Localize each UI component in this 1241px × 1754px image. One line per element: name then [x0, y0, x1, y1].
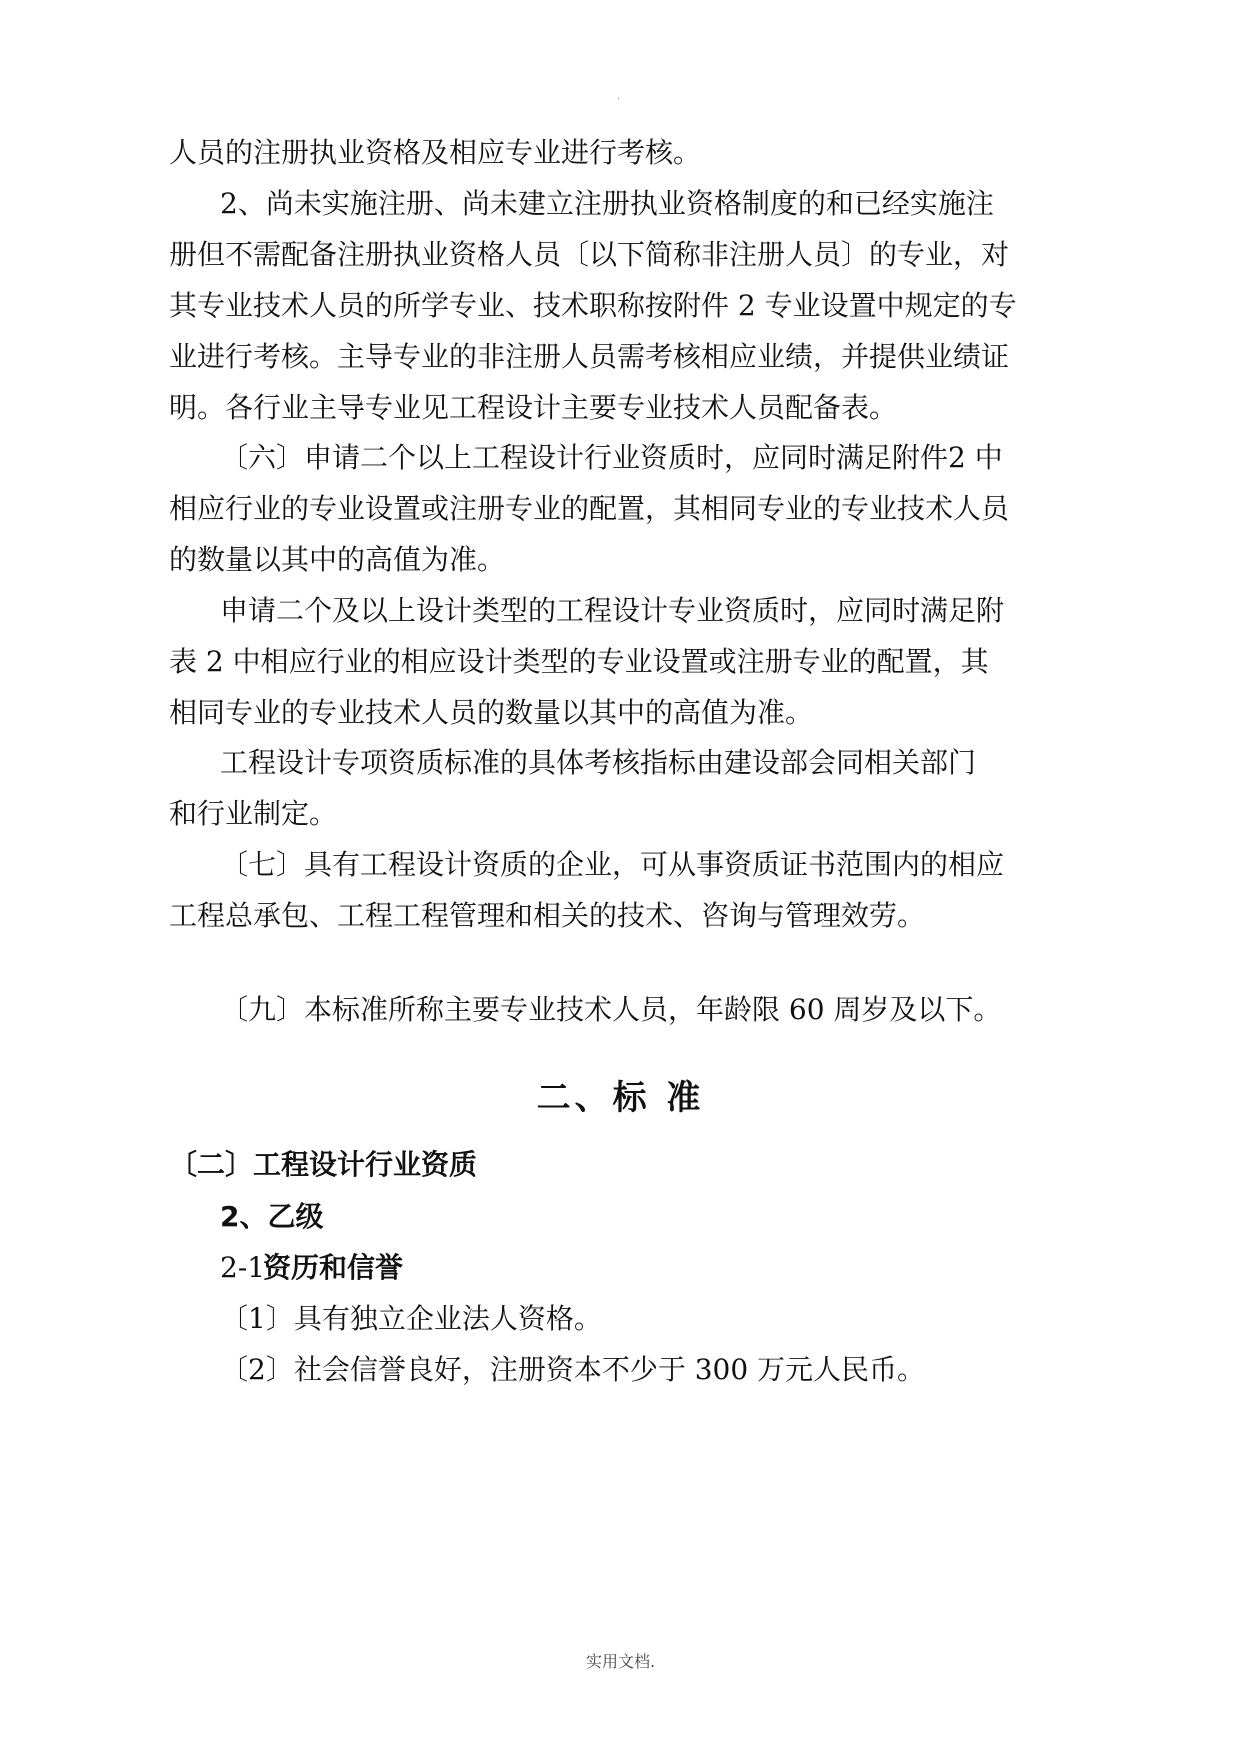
text-line: 2、尚未实施注册、尚未建立注册执业资格制度的和已经实施注	[220, 187, 994, 220]
text-line: 和行业制定。	[169, 797, 338, 830]
text-line: 人员的注册执业资格及相应专业进行考核。	[169, 136, 702, 169]
text-line: 其专业技术人员的所学专业、技术职称按附件 2 专业设置中规定的专	[169, 289, 1017, 322]
text-line: 〔六〕申请二个以上工程设计行业资质时，应同时满足附件2 中	[220, 441, 1003, 474]
text-line: 表 2 中相应行业的相应设计类型的专业设置或注册专业的配置，其	[169, 645, 989, 678]
clause-1: 〔1〕具有独立企业法人资格。	[220, 1302, 602, 1335]
text-line: 〔七〕具有工程设计资质的企业，可从事资质证书范围内的相应	[220, 848, 1005, 881]
text-line: 业进行考核。主导专业的非注册人员需考核相应业绩，并提供业绩证	[169, 340, 1010, 373]
clause-2: 〔2〕社会信誉良好，注册资本不少于 300 万元人民币。	[220, 1353, 926, 1386]
text-line: 明。各行业主导专业见工程设计主要专业技术人员配备表。	[169, 391, 898, 424]
text-line: 册但不需配备注册执业资格人员〔以下简称非注册人员〕的专业，对	[169, 238, 1010, 271]
item-title: 资历和信誉	[263, 1251, 404, 1284]
text-line: 工程总承包、工程工程管理和相关的技术、咨询与管理效劳。	[169, 899, 926, 932]
text-line: 〔九〕本标准所称主要专业技术人员，年龄限 60 周岁及以下。	[220, 993, 1002, 1026]
text-line: 相同专业的专业技术人员的数量以其中的高值为准。	[169, 696, 814, 729]
text-line: 相应行业的专业设置或注册专业的配置，其相同专业的专业技术人员	[169, 492, 1010, 525]
text-line: 工程设计专项资质标准的具体考核指标由建设部会同相关部门	[220, 746, 977, 779]
page-footer: 实用文档.	[585, 1652, 656, 1671]
header-mark: .	[617, 91, 621, 102]
item-number: 2-1	[220, 1251, 266, 1284]
level-title: 2、乙级	[220, 1200, 324, 1233]
text-line: 的数量以其中的高值为准。	[169, 543, 506, 576]
text-line: 申请二个及以上设计类型的工程设计专业资质时，应同时满足附	[220, 594, 1005, 627]
section-heading: 二、标 准	[536, 1078, 705, 1118]
subsection-title: 〔二〕工程设计行业资质	[169, 1148, 478, 1181]
